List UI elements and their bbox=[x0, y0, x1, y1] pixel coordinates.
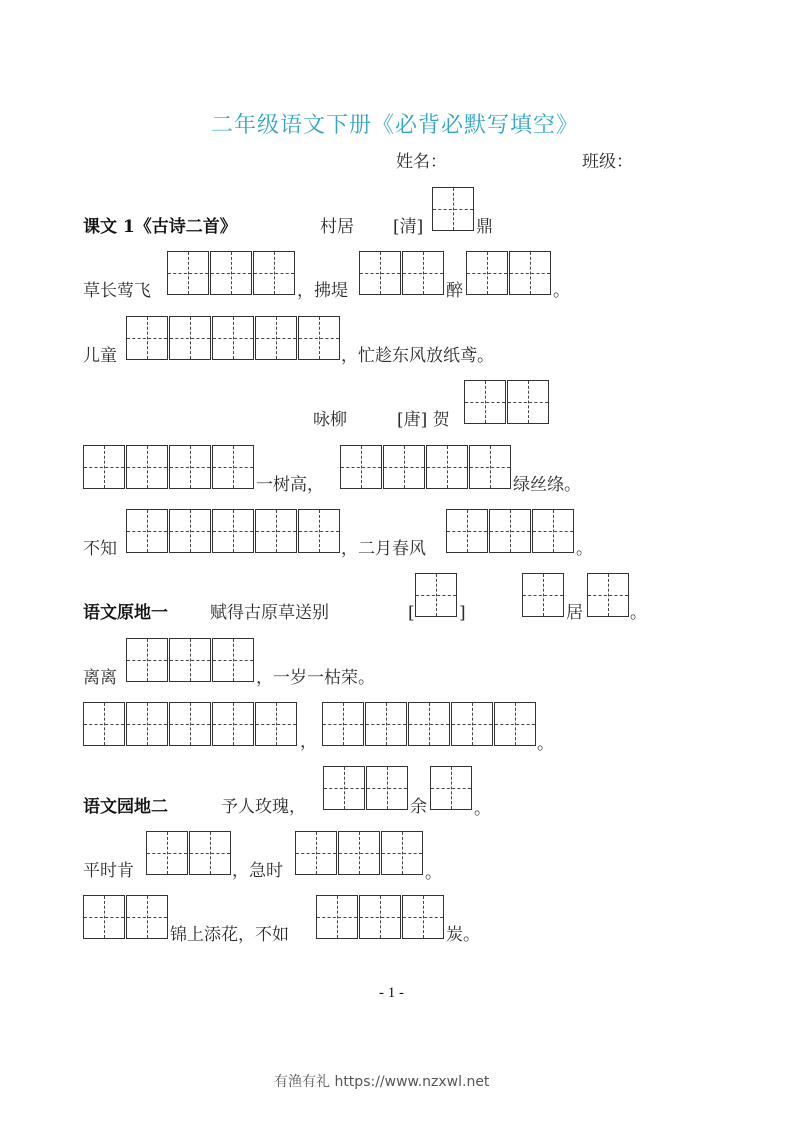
blank-garden1-line2-b[interactable] bbox=[322, 702, 536, 746]
poem1-line1-mid2: 醉 bbox=[446, 281, 463, 301]
poem2-title: 咏柳 bbox=[313, 410, 347, 430]
writing-cell[interactable] bbox=[169, 702, 211, 746]
writing-cell[interactable] bbox=[212, 445, 254, 489]
blank-poem1-line1-a[interactable] bbox=[167, 251, 295, 295]
blank-garden2-line2-b[interactable] bbox=[316, 895, 444, 939]
blank-poem2-line2-a[interactable] bbox=[126, 509, 340, 553]
page-title: 二年级语文下册《必背必默写填空》 bbox=[211, 113, 580, 138]
writing-cell[interactable] bbox=[255, 316, 297, 360]
blank-poem1-author[interactable] bbox=[432, 187, 474, 231]
poem1-line2-end: ，忙趁东风放纸鸢。 bbox=[341, 346, 494, 366]
writing-cell[interactable] bbox=[402, 895, 444, 939]
blank-poem2-author[interactable] bbox=[464, 380, 549, 424]
blank-garden2-line1-a[interactable] bbox=[146, 831, 231, 875]
writing-cell[interactable] bbox=[489, 509, 531, 553]
writing-cell[interactable] bbox=[408, 702, 450, 746]
garden1-bracket-close: ] bbox=[459, 603, 466, 623]
writing-cell[interactable] bbox=[587, 573, 629, 617]
writing-cell[interactable] bbox=[381, 831, 423, 875]
poem2-line2-end: 。 bbox=[576, 539, 593, 559]
writing-cell[interactable] bbox=[532, 509, 574, 553]
writing-cell[interactable] bbox=[432, 187, 474, 231]
blank-garden2-line0-a[interactable] bbox=[323, 766, 408, 810]
writing-cell[interactable] bbox=[126, 445, 168, 489]
writing-cell[interactable] bbox=[298, 316, 340, 360]
writing-cell[interactable] bbox=[83, 895, 125, 939]
garden1-author-mid: 居 bbox=[566, 603, 583, 623]
garden2-line0-prefix: 予人玫瑰， bbox=[221, 797, 306, 817]
page-number: - 1 - bbox=[379, 985, 404, 1001]
garden2-line1-end: 。 bbox=[425, 863, 442, 883]
writing-cell[interactable] bbox=[494, 702, 536, 746]
writing-cell[interactable] bbox=[340, 445, 382, 489]
poem2-line2-prefix: 不知 bbox=[83, 539, 117, 559]
garden1-author-end: 。 bbox=[630, 603, 647, 623]
writing-cell[interactable] bbox=[169, 638, 211, 682]
writing-cell[interactable] bbox=[464, 380, 506, 424]
writing-cell[interactable] bbox=[212, 702, 254, 746]
writing-cell[interactable] bbox=[210, 251, 252, 295]
poem2-line1-end: 绿丝绦。 bbox=[513, 475, 581, 495]
blank-poem1-line1-b[interactable] bbox=[359, 251, 444, 295]
writing-cell[interactable] bbox=[189, 831, 231, 875]
writing-cell[interactable] bbox=[509, 251, 551, 295]
writing-cell[interactable] bbox=[126, 316, 168, 360]
writing-cell[interactable] bbox=[126, 895, 168, 939]
footer-watermark: 有渔有礼 https://www.nzxwl.net bbox=[274, 1074, 490, 1090]
writing-cell[interactable] bbox=[359, 251, 401, 295]
writing-cell[interactable] bbox=[126, 509, 168, 553]
garden2-line2-end: 炭。 bbox=[446, 925, 480, 945]
garden1-line2-end: 。 bbox=[537, 734, 554, 754]
writing-cell[interactable] bbox=[212, 316, 254, 360]
writing-cell[interactable] bbox=[83, 445, 125, 489]
writing-cell[interactable] bbox=[466, 251, 508, 295]
poem1-line2-prefix: 儿童 bbox=[83, 346, 117, 366]
lesson1-heading: 课文 1《古诗二首》 bbox=[83, 217, 237, 237]
writing-cell[interactable] bbox=[366, 766, 408, 810]
writing-cell[interactable] bbox=[298, 509, 340, 553]
garden1-poem-title: 赋得古原草送别 bbox=[210, 603, 329, 623]
writing-cell[interactable] bbox=[323, 766, 365, 810]
writing-cell[interactable] bbox=[169, 316, 211, 360]
garden2-heading: 语文园地二 bbox=[83, 797, 168, 817]
garden2-line0-mid: 余 bbox=[410, 797, 427, 817]
garden2-line2-mid: 锦上添花，不如 bbox=[170, 925, 289, 945]
poem2-dynasty: [唐] 贺 bbox=[397, 410, 450, 430]
writing-cell[interactable] bbox=[507, 380, 549, 424]
blank-garden1-line2-a[interactable] bbox=[83, 702, 297, 746]
garden1-heading: 语文原地一 bbox=[83, 603, 168, 623]
writing-cell[interactable] bbox=[365, 702, 407, 746]
writing-cell[interactable] bbox=[169, 445, 211, 489]
writing-cell[interactable] bbox=[415, 573, 457, 617]
blank-poem1-line2[interactable] bbox=[126, 316, 340, 360]
blank-garden2-line2-a[interactable] bbox=[83, 895, 168, 939]
poem2-line1-mid: 一树高， bbox=[256, 475, 324, 495]
writing-cell[interactable] bbox=[451, 702, 493, 746]
writing-cell[interactable] bbox=[255, 509, 297, 553]
writing-cell[interactable] bbox=[359, 895, 401, 939]
poem1-dynasty: [清] bbox=[393, 217, 424, 237]
writing-cell[interactable] bbox=[126, 638, 168, 682]
writing-cell[interactable] bbox=[338, 831, 380, 875]
blank-garden2-line1-b[interactable] bbox=[295, 831, 423, 875]
writing-cell[interactable] bbox=[212, 638, 254, 682]
garden2-line1-mid: ，急时 bbox=[232, 861, 283, 881]
blank-garden1-line1[interactable] bbox=[126, 638, 254, 682]
writing-cell[interactable] bbox=[295, 831, 337, 875]
garden1-bracket-open: [ bbox=[408, 603, 415, 623]
poem1-line1-prefix: 草长莺飞 bbox=[83, 281, 151, 301]
writing-cell[interactable] bbox=[322, 702, 364, 746]
blank-garden2-line0-b[interactable] bbox=[430, 766, 472, 810]
blank-poem2-line2-b[interactable] bbox=[446, 509, 574, 553]
poem1-author-suffix: 鼎 bbox=[476, 217, 493, 237]
blank-poem1-line1-c[interactable] bbox=[466, 251, 551, 295]
poem1-line1-mid: ，拂堤 bbox=[297, 281, 348, 301]
writing-cell[interactable] bbox=[169, 509, 211, 553]
garden2-line1-prefix: 平时肯 bbox=[83, 861, 134, 881]
garden1-line2-mid: ， bbox=[300, 732, 317, 752]
class-label: 班级： bbox=[582, 152, 633, 172]
name-label: 姓名： bbox=[396, 152, 447, 172]
writing-cell[interactable] bbox=[146, 831, 188, 875]
poem2-line2-mid: ，二月春风 bbox=[341, 539, 426, 559]
writing-cell[interactable] bbox=[255, 702, 297, 746]
writing-cell[interactable] bbox=[316, 895, 358, 939]
blank-garden1-author-b[interactable] bbox=[587, 573, 629, 617]
writing-cell[interactable] bbox=[469, 445, 511, 489]
writing-cell[interactable] bbox=[126, 702, 168, 746]
blank-garden1-dynasty[interactable] bbox=[415, 573, 457, 617]
writing-cell[interactable] bbox=[83, 702, 125, 746]
garden2-line0-end: 。 bbox=[474, 799, 491, 819]
writing-cell[interactable] bbox=[167, 251, 209, 295]
writing-cell[interactable] bbox=[383, 445, 425, 489]
blank-poem2-line1-a[interactable] bbox=[83, 445, 254, 489]
garden1-line1-prefix: 离离 bbox=[83, 668, 117, 688]
writing-cell[interactable] bbox=[253, 251, 295, 295]
garden1-line1-end: ，一岁一枯荣。 bbox=[256, 668, 375, 688]
writing-cell[interactable] bbox=[430, 766, 472, 810]
poem1-line1-end: 。 bbox=[553, 281, 570, 301]
blank-garden1-author-a[interactable] bbox=[522, 573, 564, 617]
writing-cell[interactable] bbox=[426, 445, 468, 489]
poem1-title: 村居 bbox=[320, 217, 354, 237]
writing-cell[interactable] bbox=[446, 509, 488, 553]
writing-cell[interactable] bbox=[212, 509, 254, 553]
writing-cell[interactable] bbox=[402, 251, 444, 295]
writing-cell[interactable] bbox=[522, 573, 564, 617]
blank-poem2-line1-b[interactable] bbox=[340, 445, 511, 489]
